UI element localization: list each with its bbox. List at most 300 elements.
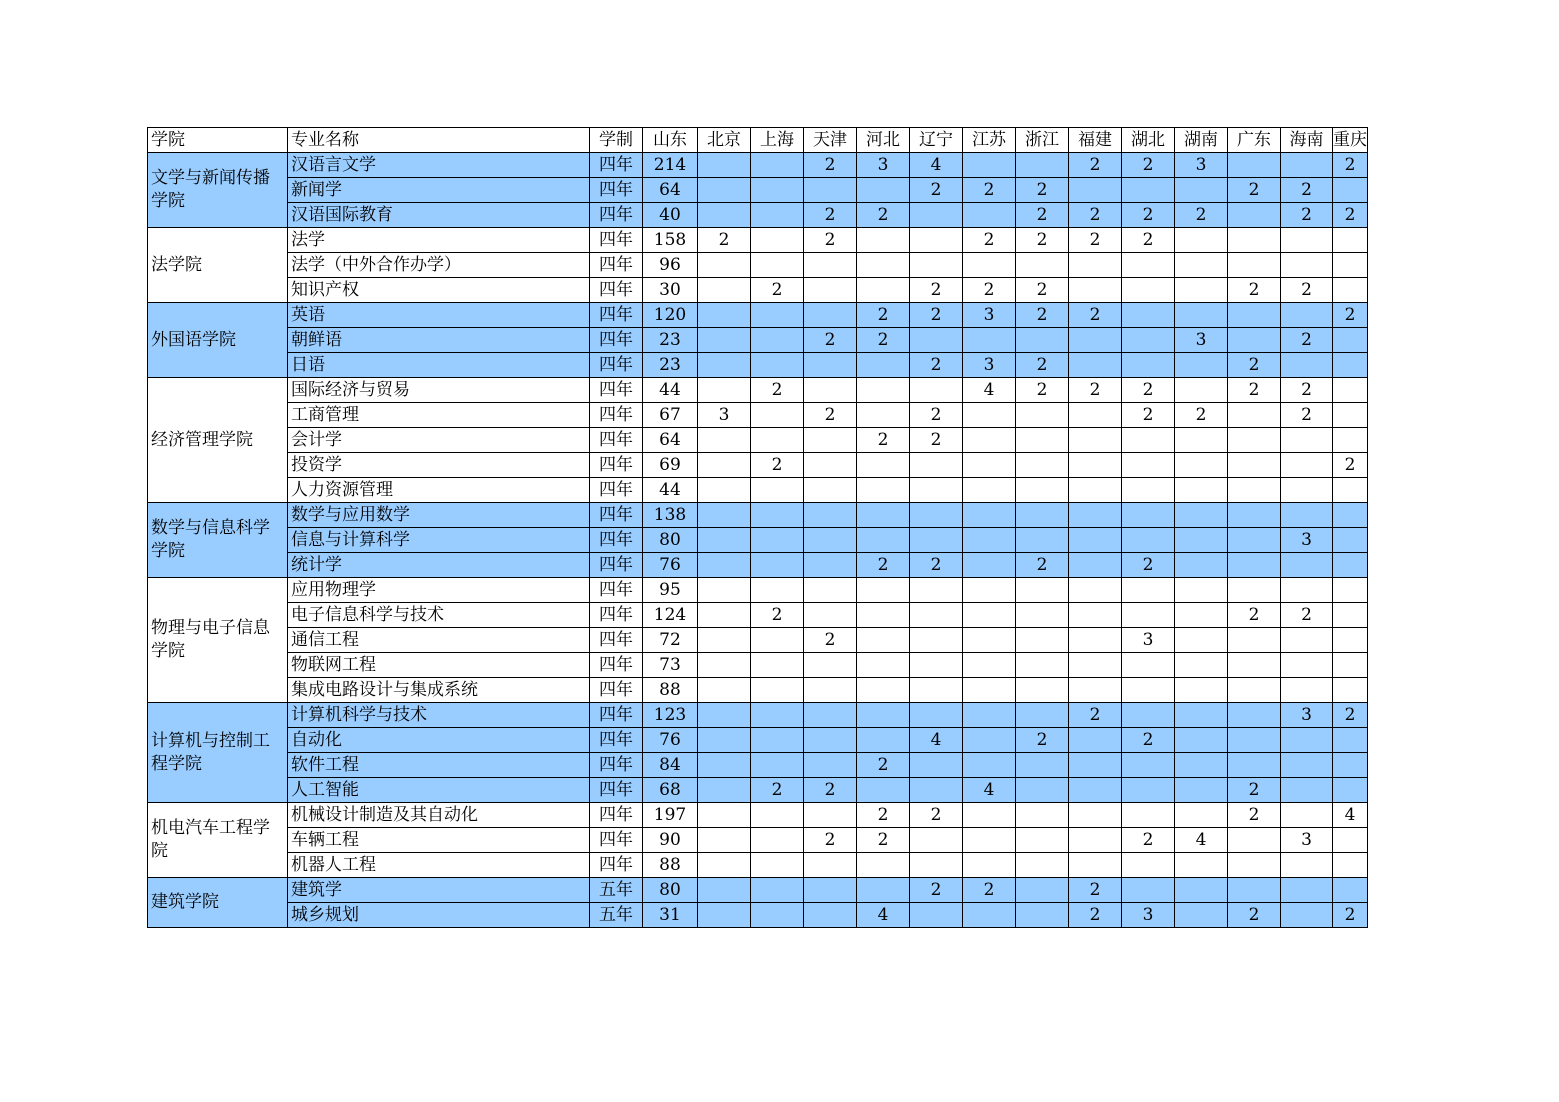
- province-quota-cell: [1122, 503, 1175, 528]
- province-quota-cell: [1122, 278, 1175, 303]
- province-quota-cell: [698, 753, 751, 778]
- province-quota-cell: [1016, 853, 1069, 878]
- province-quota-cell: [1175, 378, 1228, 403]
- province-quota-cell: [1333, 728, 1368, 753]
- table-row: [148, 628, 1368, 653]
- province-quota-cell: [1069, 328, 1122, 353]
- table-row: [148, 353, 1368, 378]
- province-quota-cell: [698, 528, 751, 553]
- province-quota-cell: [1069, 553, 1122, 578]
- shandong-quota-cell: 120: [643, 303, 698, 328]
- province-quota-cell: [1175, 853, 1228, 878]
- province-quota-cell: [1281, 753, 1333, 778]
- table-row: [148, 228, 1368, 253]
- province-quota-cell: [1175, 353, 1228, 378]
- province-quota-cell: [1122, 703, 1175, 728]
- duration-cell: 四年: [590, 228, 643, 253]
- province-quota-cell: [1069, 178, 1122, 203]
- province-quota-cell: [1281, 653, 1333, 678]
- province-quota-cell: [1228, 503, 1281, 528]
- shandong-quota-cell: 158: [643, 228, 698, 253]
- province-quota-cell: [1016, 478, 1069, 503]
- province-quota-cell: [698, 778, 751, 803]
- province-quota-cell: [857, 478, 910, 503]
- shandong-quota-cell: 30: [643, 278, 698, 303]
- duration-cell: 四年: [590, 403, 643, 428]
- province-quota-cell: [1122, 678, 1175, 703]
- province-quota-cell: 2: [910, 178, 963, 203]
- duration-cell: 四年: [590, 378, 643, 403]
- province-quota-cell: 2: [963, 178, 1016, 203]
- table-row: [148, 528, 1368, 553]
- province-quota-cell: [698, 153, 751, 178]
- province-quota-cell: [1281, 478, 1333, 503]
- province-quota-cell: 2: [751, 778, 804, 803]
- table-row: [148, 503, 1368, 528]
- header-province: 浙江: [1016, 128, 1069, 153]
- shandong-quota-cell: 44: [643, 478, 698, 503]
- table-row: [148, 828, 1368, 853]
- province-quota-cell: [1281, 228, 1333, 253]
- province-quota-cell: [1175, 603, 1228, 628]
- header-province: 河北: [857, 128, 910, 153]
- province-quota-cell: 2: [910, 878, 963, 903]
- province-quota-cell: [1333, 578, 1368, 603]
- province-quota-cell: [1175, 653, 1228, 678]
- province-quota-cell: [963, 253, 1016, 278]
- province-quota-cell: [698, 328, 751, 353]
- province-quota-cell: 4: [963, 778, 1016, 803]
- province-quota-cell: 4: [910, 728, 963, 753]
- province-quota-cell: 2: [1122, 203, 1175, 228]
- province-quota-cell: 2: [1069, 703, 1122, 728]
- province-quota-cell: [1228, 328, 1281, 353]
- province-quota-cell: [857, 403, 910, 428]
- province-quota-cell: [1228, 728, 1281, 753]
- province-quota-cell: [1122, 853, 1175, 878]
- province-quota-cell: 3: [1175, 153, 1228, 178]
- province-quota-cell: [857, 678, 910, 703]
- province-quota-cell: [698, 803, 751, 828]
- province-quota-cell: [963, 678, 1016, 703]
- province-quota-cell: [1175, 753, 1228, 778]
- province-quota-cell: [1069, 403, 1122, 428]
- header-duration: 学制: [590, 128, 643, 153]
- province-quota-cell: [1122, 578, 1175, 603]
- province-quota-cell: [1175, 278, 1228, 303]
- province-quota-cell: 2: [1333, 303, 1368, 328]
- table-row: [148, 903, 1368, 928]
- major-cell: 日语: [288, 353, 590, 378]
- province-quota-cell: [1069, 853, 1122, 878]
- shandong-quota-cell: 124: [643, 603, 698, 628]
- province-quota-cell: [857, 178, 910, 203]
- province-quota-cell: [1016, 628, 1069, 653]
- province-quota-cell: [857, 578, 910, 603]
- province-quota-cell: [751, 353, 804, 378]
- province-quota-cell: 2: [1281, 603, 1333, 628]
- province-quota-cell: [804, 703, 857, 728]
- duration-cell: 四年: [590, 628, 643, 653]
- province-quota-cell: [963, 428, 1016, 453]
- province-quota-cell: [804, 803, 857, 828]
- province-quota-cell: [1281, 903, 1333, 928]
- province-quota-cell: [1122, 803, 1175, 828]
- table-row: [148, 278, 1368, 303]
- province-quota-cell: 2: [751, 378, 804, 403]
- major-cell: 投资学: [288, 453, 590, 478]
- province-quota-cell: [1333, 753, 1368, 778]
- province-quota-cell: [1333, 353, 1368, 378]
- province-quota-cell: [698, 178, 751, 203]
- province-quota-cell: [698, 503, 751, 528]
- province-quota-cell: [1333, 878, 1368, 903]
- province-quota-cell: [1281, 578, 1333, 603]
- province-quota-cell: [1175, 478, 1228, 503]
- province-quota-cell: 2: [1281, 203, 1333, 228]
- province-quota-cell: [804, 503, 857, 528]
- province-quota-cell: [1228, 753, 1281, 778]
- province-quota-cell: [1175, 628, 1228, 653]
- province-quota-cell: [1333, 778, 1368, 803]
- province-quota-cell: [857, 728, 910, 753]
- province-quota-cell: [910, 753, 963, 778]
- province-quota-cell: [963, 528, 1016, 553]
- major-cell: 国际经济与贸易: [288, 378, 590, 403]
- province-quota-cell: [1069, 503, 1122, 528]
- province-quota-cell: [1333, 603, 1368, 628]
- province-quota-cell: [857, 228, 910, 253]
- province-quota-cell: [910, 828, 963, 853]
- shandong-quota-cell: 123: [643, 703, 698, 728]
- province-quota-cell: [1281, 678, 1333, 703]
- province-quota-cell: [1333, 678, 1368, 703]
- province-quota-cell: 2: [1016, 353, 1069, 378]
- province-quota-cell: 2: [910, 803, 963, 828]
- major-cell: 城乡规划: [288, 903, 590, 928]
- province-quota-cell: [857, 778, 910, 803]
- shandong-quota-cell: 64: [643, 428, 698, 453]
- shandong-quota-cell: 214: [643, 153, 698, 178]
- major-cell: 法学: [288, 228, 590, 253]
- table-row: [148, 878, 1368, 903]
- province-quota-cell: 4: [910, 153, 963, 178]
- province-quota-cell: [751, 903, 804, 928]
- province-quota-cell: 2: [1122, 403, 1175, 428]
- province-quota-cell: 3: [1175, 328, 1228, 353]
- major-cell: 会计学: [288, 428, 590, 453]
- province-quota-cell: [963, 453, 1016, 478]
- province-quota-cell: [1228, 578, 1281, 603]
- province-quota-cell: [1069, 528, 1122, 553]
- province-quota-cell: 2: [1016, 303, 1069, 328]
- province-quota-cell: [751, 478, 804, 503]
- province-quota-cell: 2: [1016, 178, 1069, 203]
- header-province: 湖南: [1175, 128, 1228, 153]
- province-quota-cell: [1016, 403, 1069, 428]
- province-quota-cell: [857, 628, 910, 653]
- college-cell: 机电汽车工程学院: [148, 803, 288, 878]
- duration-cell: 四年: [590, 428, 643, 453]
- province-quota-cell: [910, 453, 963, 478]
- duration-cell: 四年: [590, 253, 643, 278]
- province-quota-cell: 2: [1281, 378, 1333, 403]
- province-quota-cell: 2: [751, 603, 804, 628]
- province-quota-cell: [963, 478, 1016, 503]
- province-quota-cell: [857, 278, 910, 303]
- province-quota-cell: [1122, 303, 1175, 328]
- duration-cell: 四年: [590, 503, 643, 528]
- province-quota-cell: [1333, 253, 1368, 278]
- province-quota-cell: [857, 378, 910, 403]
- table-row: [148, 328, 1368, 353]
- province-quota-cell: [1016, 453, 1069, 478]
- duration-cell: 四年: [590, 703, 643, 728]
- province-quota-cell: [1228, 153, 1281, 178]
- major-cell: 自动化: [288, 728, 590, 753]
- province-quota-cell: [1016, 578, 1069, 603]
- table-row: [148, 453, 1368, 478]
- province-quota-cell: [1228, 203, 1281, 228]
- province-quota-cell: [857, 528, 910, 553]
- province-quota-cell: [1175, 678, 1228, 703]
- province-quota-cell: 2: [1281, 403, 1333, 428]
- province-quota-cell: 2: [1281, 328, 1333, 353]
- major-cell: 物联网工程: [288, 653, 590, 678]
- province-quota-cell: [1069, 678, 1122, 703]
- province-quota-cell: [1281, 153, 1333, 178]
- province-quota-cell: 2: [1333, 903, 1368, 928]
- province-quota-cell: [1281, 628, 1333, 653]
- province-quota-cell: 3: [1281, 528, 1333, 553]
- table-row: [148, 728, 1368, 753]
- province-quota-cell: [1122, 178, 1175, 203]
- major-cell: 车辆工程: [288, 828, 590, 853]
- province-quota-cell: 2: [857, 828, 910, 853]
- duration-cell: 四年: [590, 778, 643, 803]
- shandong-quota-cell: 31: [643, 903, 698, 928]
- province-quota-cell: [751, 328, 804, 353]
- duration-cell: 四年: [590, 328, 643, 353]
- province-quota-cell: [1281, 803, 1333, 828]
- major-cell: 应用物理学: [288, 578, 590, 603]
- header-province: 北京: [698, 128, 751, 153]
- province-quota-cell: [1228, 853, 1281, 878]
- province-quota-cell: 2: [1228, 778, 1281, 803]
- province-quota-cell: [1122, 753, 1175, 778]
- province-quota-cell: [963, 553, 1016, 578]
- college-cell: 建筑学院: [148, 878, 288, 928]
- province-quota-cell: [751, 578, 804, 603]
- table-row: [148, 253, 1368, 278]
- table-row: [148, 478, 1368, 503]
- province-quota-cell: 2: [910, 553, 963, 578]
- province-quota-cell: [1122, 328, 1175, 353]
- province-quota-cell: [1333, 428, 1368, 453]
- province-quota-cell: 2: [751, 453, 804, 478]
- shandong-quota-cell: 95: [643, 578, 698, 603]
- province-quota-cell: 2: [963, 878, 1016, 903]
- province-quota-cell: [1069, 628, 1122, 653]
- province-quota-cell: 2: [857, 753, 910, 778]
- major-cell: 建筑学: [288, 878, 590, 903]
- table-row: [148, 378, 1368, 403]
- province-quota-cell: 2: [1333, 153, 1368, 178]
- shandong-quota-cell: 76: [643, 553, 698, 578]
- province-quota-cell: [1228, 828, 1281, 853]
- table-row: [148, 553, 1368, 578]
- province-quota-cell: [698, 353, 751, 378]
- province-quota-cell: [1228, 453, 1281, 478]
- province-quota-cell: 2: [1122, 153, 1175, 178]
- province-quota-cell: [1175, 503, 1228, 528]
- province-quota-cell: 2: [963, 228, 1016, 253]
- header-row: [148, 128, 1368, 153]
- table-row: [148, 303, 1368, 328]
- province-quota-cell: [910, 503, 963, 528]
- province-quota-cell: [698, 828, 751, 853]
- province-quota-cell: [1333, 853, 1368, 878]
- province-quota-cell: [804, 453, 857, 478]
- province-quota-cell: [1228, 628, 1281, 653]
- shandong-quota-cell: 96: [643, 253, 698, 278]
- province-quota-cell: [804, 878, 857, 903]
- province-quota-cell: 2: [1016, 203, 1069, 228]
- province-quota-cell: [1175, 178, 1228, 203]
- province-quota-cell: [1175, 703, 1228, 728]
- province-quota-cell: [1016, 828, 1069, 853]
- province-quota-cell: [1175, 803, 1228, 828]
- province-quota-cell: [1333, 478, 1368, 503]
- province-quota-cell: [1069, 478, 1122, 503]
- province-quota-cell: [751, 203, 804, 228]
- province-quota-cell: [963, 853, 1016, 878]
- province-quota-cell: [963, 603, 1016, 628]
- header-province: 福建: [1069, 128, 1122, 153]
- shandong-quota-cell: 88: [643, 853, 698, 878]
- table-row: [148, 178, 1368, 203]
- province-quota-cell: [1175, 528, 1228, 553]
- province-quota-cell: 2: [804, 328, 857, 353]
- table-row: [148, 678, 1368, 703]
- province-quota-cell: [963, 828, 1016, 853]
- province-quota-cell: [910, 628, 963, 653]
- province-quota-cell: 2: [1175, 203, 1228, 228]
- table-row: [148, 578, 1368, 603]
- province-quota-cell: 2: [1122, 228, 1175, 253]
- province-quota-cell: [963, 578, 1016, 603]
- province-quota-cell: [1228, 678, 1281, 703]
- province-quota-cell: [963, 703, 1016, 728]
- province-quota-cell: [1122, 778, 1175, 803]
- province-quota-cell: 2: [910, 353, 963, 378]
- province-quota-cell: [698, 428, 751, 453]
- province-quota-cell: 2: [1016, 728, 1069, 753]
- province-quota-cell: [1016, 653, 1069, 678]
- shandong-quota-cell: 64: [643, 178, 698, 203]
- province-quota-cell: [1175, 878, 1228, 903]
- province-quota-cell: 2: [1228, 803, 1281, 828]
- province-quota-cell: [910, 903, 963, 928]
- duration-cell: 四年: [590, 528, 643, 553]
- province-quota-cell: [1333, 828, 1368, 853]
- province-quota-cell: 4: [1333, 803, 1368, 828]
- major-cell: 汉语国际教育: [288, 203, 590, 228]
- province-quota-cell: [1228, 478, 1281, 503]
- province-quota-cell: [857, 503, 910, 528]
- province-quota-cell: [857, 653, 910, 678]
- province-quota-cell: [751, 803, 804, 828]
- duration-cell: 五年: [590, 903, 643, 928]
- shandong-quota-cell: 80: [643, 528, 698, 553]
- province-quota-cell: [1228, 228, 1281, 253]
- province-quota-cell: 2: [910, 278, 963, 303]
- province-quota-cell: [804, 753, 857, 778]
- province-quota-cell: [1228, 703, 1281, 728]
- shandong-quota-cell: 90: [643, 828, 698, 853]
- province-quota-cell: 2: [1122, 378, 1175, 403]
- province-quota-cell: [1016, 878, 1069, 903]
- province-quota-cell: [1175, 228, 1228, 253]
- province-quota-cell: [1281, 728, 1333, 753]
- header-major: 专业名称: [288, 128, 590, 153]
- major-cell: 汉语言文学: [288, 153, 590, 178]
- province-quota-cell: [1069, 278, 1122, 303]
- province-quota-cell: [1228, 403, 1281, 428]
- province-quota-cell: 2: [804, 628, 857, 653]
- province-quota-cell: 2: [1228, 353, 1281, 378]
- province-quota-cell: 3: [1122, 628, 1175, 653]
- province-quota-cell: [1281, 853, 1333, 878]
- college-cell: 物理与电子信息学院: [148, 578, 288, 703]
- province-quota-cell: 2: [1228, 603, 1281, 628]
- province-quota-cell: [910, 603, 963, 628]
- duration-cell: 四年: [590, 753, 643, 778]
- province-quota-cell: [698, 878, 751, 903]
- province-quota-cell: [1333, 228, 1368, 253]
- province-quota-cell: 2: [1122, 553, 1175, 578]
- province-quota-cell: [751, 428, 804, 453]
- province-quota-cell: 2: [1228, 378, 1281, 403]
- province-quota-cell: [1069, 353, 1122, 378]
- province-quota-cell: [1175, 578, 1228, 603]
- province-quota-cell: [1016, 678, 1069, 703]
- duration-cell: 四年: [590, 303, 643, 328]
- province-quota-cell: [1281, 503, 1333, 528]
- province-quota-cell: [751, 653, 804, 678]
- province-quota-cell: [1333, 528, 1368, 553]
- duration-cell: 四年: [590, 603, 643, 628]
- province-quota-cell: [1281, 428, 1333, 453]
- province-quota-cell: 4: [963, 378, 1016, 403]
- province-quota-cell: 2: [1228, 903, 1281, 928]
- province-quota-cell: 2: [1016, 553, 1069, 578]
- shandong-quota-cell: 138: [643, 503, 698, 528]
- major-cell: 人工智能: [288, 778, 590, 803]
- province-quota-cell: [1281, 778, 1333, 803]
- province-quota-cell: 2: [1228, 178, 1281, 203]
- province-quota-cell: [1069, 778, 1122, 803]
- duration-cell: 四年: [590, 278, 643, 303]
- province-quota-cell: [804, 578, 857, 603]
- header-province: 江苏: [963, 128, 1016, 153]
- table-row: [148, 203, 1368, 228]
- province-quota-cell: [1281, 453, 1333, 478]
- province-quota-cell: [910, 853, 963, 878]
- province-quota-cell: [1228, 303, 1281, 328]
- duration-cell: 四年: [590, 653, 643, 678]
- province-quota-cell: 2: [1069, 303, 1122, 328]
